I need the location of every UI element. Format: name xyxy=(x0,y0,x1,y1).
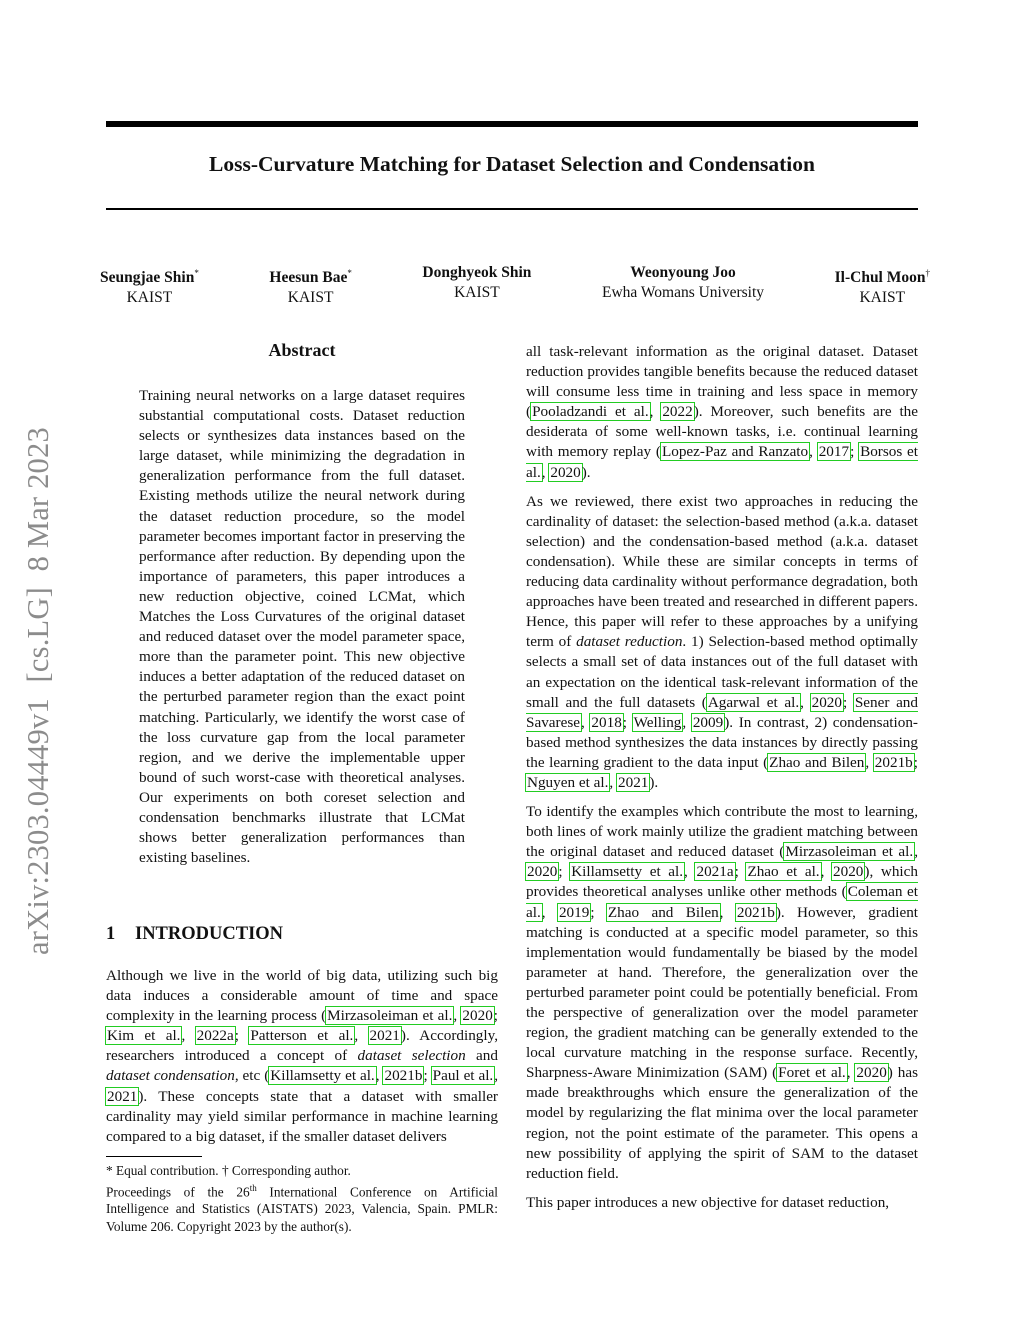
citation-link[interactable]: Zhao et al. xyxy=(747,863,820,881)
author-affiliation: Ewha Womans University xyxy=(601,284,765,301)
citation-link[interactable]: Paul et al. xyxy=(432,1067,494,1085)
body-text: To identify the examples which contribute the most to learning, both lines of work mainly utilize the gradient matching between the original dataset and reduced dataset ( xyxy=(526,803,918,861)
author-mark: * xyxy=(347,268,352,278)
citation-link[interactable]: Borsos et al. xyxy=(526,443,919,481)
citation-link[interactable]: 2020 xyxy=(833,863,864,881)
section-heading xyxy=(106,924,283,945)
body-text: ). These concepts state that a dataset with smaller cardinality may yield similar performance in machine learning compared to a big dataset, if the smaller dataset delivers xyxy=(106,1087,498,1145)
footnote-sup: th xyxy=(249,1182,257,1193)
footnote-contribution: * Equal contribution. † Corresponding author. xyxy=(106,1163,351,1178)
body-text: ). However, gradient matching is conducted at a specific model parameter, so this implementation would fundamentally be biased by the model parameter at hand. Therefore, the generalization over the perturbed parameter point could be potentially beneficial. From the perspective of generalization over the model parameter region, the gradient matching can be generally extended to the local curvature matching in the response surface. Recently, Sharpness-Aware Minimization (SAM) ( xyxy=(526,903,919,1082)
citation-link[interactable]: 2021b xyxy=(384,1067,423,1085)
citation-link[interactable]: Zhao and Bilen xyxy=(607,903,719,921)
citation-link[interactable]: 2022 xyxy=(662,403,693,421)
citation-link[interactable]: Coleman et al. xyxy=(526,883,919,921)
citation-link[interactable]: 2018 xyxy=(591,713,622,731)
section-number: 1 xyxy=(106,924,116,944)
body-text-italic: dataset selection xyxy=(357,1047,466,1065)
body-text: . 1) Selection-based method optimally selects a small set of data instances out of the full dataset with an expectation on the identical task-relevant information of the small and the full datasets ( xyxy=(526,633,919,711)
author-2 xyxy=(269,263,351,308)
citation-link[interactable]: Mirzasoleiman et al. xyxy=(785,843,914,861)
abstract-heading: Abstract xyxy=(268,340,336,360)
author-list xyxy=(100,263,930,308)
author-name: Heesun Bae xyxy=(269,269,348,287)
body-text: all task-relevant information as the original dataset. Dataset reduction provides tangible benefits because the reduced dataset will consume less time in training and less space in memory ( xyxy=(526,343,918,421)
body-text: ). In contrast, 2) condensation-based method synthesizes the data instances by directly passing the learning gradient to the data input ( xyxy=(526,713,918,771)
author-name: Il-Chul Moon xyxy=(834,269,926,287)
paragraph: all task-relevant information as the original dataset. Dataset reduction provides tangible benefits because the reduced dataset will consume less time in training and less space in memory (Pooladzandi et al., 2022). Moreover, such benefits are the desiderata of some well-known tasks, i.e. continual learning with memory replay (Lopez-Paz and Ranzato, 2017; Borsos et al., 2020). xyxy=(526,343,919,481)
citation-link[interactable]: 2021 xyxy=(618,773,649,791)
abstract-text: Training neural networks on a large dataset requires substantial computational costs. Dataset reduction selects or synthesizes data instances based on the large dataset, while minimizing the degradation in generalization performance from the full dataset. Existing methods utilize the neural network during the dataset reduction procedure, so the model parameter becomes important factor in preserving the performance after reduction. By depending upon the importance of parameters, this paper introduces a new reduction objective, coined LCMat, which Matches the Loss Curvatures of the original dataset and reduced dataset over the model parameter space, more than the parameter point. This new objective induces a better adaptation of the reduced dataset on the perturbed parameter region than the exact point matching. Particularly, we identify the worst case of the loss curvature gap from the local parameter region, and we derive the implementable upper bound of such worst-case with theoretical analyses. Our experiments on both coreset selection and condensation benchmarks illustrate that LCMat shows better generalization performances than existing baselines. xyxy=(139,387,465,867)
body-text: ). xyxy=(649,773,659,791)
citation-link[interactable]: Welling xyxy=(633,713,682,731)
citation-link[interactable]: Agarwal et al. xyxy=(707,693,800,711)
body-text: As we reviewed, there exist two approaches in reducing the cardinality of dataset: the selection-based method (a.k.a. dataset selection) and the condensation-based method (a.k.a. dataset condensation). While these are similar concepts in terms of reducing data cardinality without performance degradation, both approaches have been treated and researched in different papers. Hence, this paper will refer to these approaches by a unifying term of xyxy=(526,492,918,651)
intro-paragraph-left: Although we live in the world of big data, utilizing such big data induces a considerable amount of time and space complexity in the learning process (Mirzasoleiman et al., 2020; Kim et al., 2022a; Patterson et al., 2021). Accordingly, researchers introduced a concept of dataset selection and dataset condensation, etc (Killamsetty et al., 2021b; Paul et al., 2021). These concepts state that a dataset with smaller cardinality may yield similar performance in machine learning compared to a big dataset, if the smaller dataset delivers xyxy=(106,967,499,1145)
body-text: Although we live in the world of big data, utilizing such big data induces a considerable amount of time and space complexity in the learning process ( xyxy=(106,967,498,1025)
body-text: and xyxy=(465,1047,498,1065)
author-4 xyxy=(602,263,764,308)
author-name: Seungjae Shin xyxy=(100,269,195,287)
citation-link[interactable]: 2021 xyxy=(369,1027,400,1045)
arxiv-stamp-text: arXiv:2303.04449v1 [cs.LG] 8 Mar 2023 xyxy=(21,427,55,955)
footnote-text: Proceedings of the 26 xyxy=(106,1183,250,1199)
citation-link[interactable]: 2009 xyxy=(692,713,724,731)
author-affiliation: KAIST xyxy=(454,284,500,301)
citation-link[interactable]: Pooladzandi et al. xyxy=(532,403,649,421)
citation-link[interactable]: 2020 xyxy=(811,693,842,711)
citation-link[interactable]: 2021b xyxy=(874,753,913,771)
right-column xyxy=(526,342,918,1213)
paragraph: This paper introduces a new objective for dataset reduction, xyxy=(526,1193,890,1211)
body-text: ). Moreover, such benefits are the desiderata of some well-known tasks, i.e. continual learning with memory replay ( xyxy=(526,403,919,461)
body-text: , etc ( xyxy=(234,1067,270,1085)
body-text-italic: dataset reduction xyxy=(576,633,683,651)
footnote-proceedings xyxy=(106,1180,498,1236)
footnote xyxy=(106,1162,498,1235)
citation-link[interactable]: 2021 xyxy=(107,1087,138,1105)
body-text-italic: dataset condensation xyxy=(106,1067,235,1085)
author-name: Donghyeok Shin xyxy=(422,264,532,281)
paper-title: Loss-Curvature Matching for Dataset Selection and Condensation xyxy=(209,152,815,176)
citation-link[interactable]: 2020 xyxy=(462,1007,493,1025)
citation-link[interactable]: 2021a xyxy=(696,863,734,881)
body-text: ), which provides theoretical analyses unlike other methods ( xyxy=(526,863,918,901)
citation-link[interactable]: Patterson et al. xyxy=(250,1027,354,1045)
citation-link[interactable]: Mirzasoleiman et al. xyxy=(327,1007,453,1025)
author-affiliation: KAIST xyxy=(126,289,173,307)
author-affiliation: KAIST xyxy=(287,289,334,307)
section-title: INTRODUCTION xyxy=(135,924,284,944)
citation-link[interactable]: 2020 xyxy=(856,1064,887,1082)
title-bottom-rule xyxy=(106,208,918,210)
citation-link[interactable]: 2021b xyxy=(736,903,775,921)
citation-link[interactable]: Killamsetty et al. xyxy=(270,1067,375,1085)
citation-link[interactable]: Killamsetty et al. xyxy=(571,863,684,881)
footnote-text: International Conference on Artificial Intelligence and Statistics (AISTATS) 2023, Valencia, Spain. PMLR: Volume 206. Copyright 2023 by the author(s). xyxy=(106,1183,498,1234)
author-mark: † xyxy=(925,268,930,278)
body-text: ). Accordingly, researchers introduced a concept of xyxy=(106,1027,499,1065)
citation-link[interactable]: 2022a xyxy=(196,1027,234,1045)
author-name: Weonyoung Joo xyxy=(630,264,736,281)
footnote-rule xyxy=(106,1156,202,1157)
arxiv-stamp xyxy=(21,345,61,955)
body-text: ). xyxy=(581,463,591,481)
citation-link[interactable]: 2017 xyxy=(818,443,850,461)
author-3 xyxy=(422,263,531,308)
citation-link[interactable]: Zhao and Bilen xyxy=(769,753,865,771)
author-1 xyxy=(100,263,199,308)
body-text: ) has made breakthroughs which ensure the generalization of the model by regularizing the flat minima over the local parameter region, not the point estimate of the parameter. This opens a new possibility of applying the spirit of SAM to the dataset reduction field. xyxy=(526,1064,918,1182)
citation-link[interactable]: 2020 xyxy=(527,863,558,881)
title-top-rule xyxy=(106,121,918,127)
paragraph: As we reviewed, there exist two approaches in reducing the cardinality of dataset: the selection-based method (a.k.a. dataset selection) and the condensation-based method (a.k.a. dataset condensation). While these are similar concepts in terms of reducing data cardinality without performance degradation, both approaches have been treated and researched in different papers. Hence, this paper will refer to these approaches by a unifying term of dataset reduction. 1) Selection-based method optimally selects a small set of data instances out of the full dataset with an expectation on the identical task-relevant information of the small and the full datasets (Agarwal et al., 2020; Sener and Savarese, 2018; Welling, 2009). In contrast, 2) condensation-based method synthesizes the data instances by directly passing the learning gradient to the data input (Zhao and Bilen, 2021b; Nguyen et al., 2021). xyxy=(526,492,919,791)
citation-link[interactable]: 2020 xyxy=(550,463,581,481)
paragraph: To identify the examples which contribute the most to learning, both lines of work mainly utilize the gradient matching between the original dataset and reduced dataset (Mirzasoleiman et al., 2020; Killamsetty et al., 2021a; Zhao et al., 2020), which provides theoretical analyses unlike other methods (Coleman et al., 2019; Zhao and Bilen, 2021b). However, gradient matching is conducted at a specific model parameter, so this implementation would fundamentally be biased by the model parameter at hand. Therefore, the generalization over the perturbed parameter point could be potentially beneficial. From the perspective of generalization over the model parameter region, the gradient matching can be generally extended to the local curvature matching in the response surface. Recently, Sharpness-Aware Minimization (SAM) (Foret et al., 2020) has made breakthroughs which ensure the generalization of the model by regularizing the flat minima over the local parameter region, not the point estimate of the parameter. This opens a new possibility of applying the spirit of SAM to the dataset reduction field. xyxy=(526,803,919,1182)
citation-link[interactable]: 2019 xyxy=(558,903,590,921)
citation-link[interactable]: Foret et al. xyxy=(778,1064,846,1082)
citation-link[interactable]: Kim et al. xyxy=(107,1027,181,1045)
citation-link[interactable]: Nguyen et al. xyxy=(527,773,609,791)
author-mark: * xyxy=(194,268,199,278)
citation-link[interactable]: Lopez-Paz and Ranzato xyxy=(661,443,809,461)
author-5 xyxy=(835,263,930,308)
citation-link[interactable]: Sener and Savarese xyxy=(526,693,918,731)
author-affiliation: KAIST xyxy=(859,289,906,307)
